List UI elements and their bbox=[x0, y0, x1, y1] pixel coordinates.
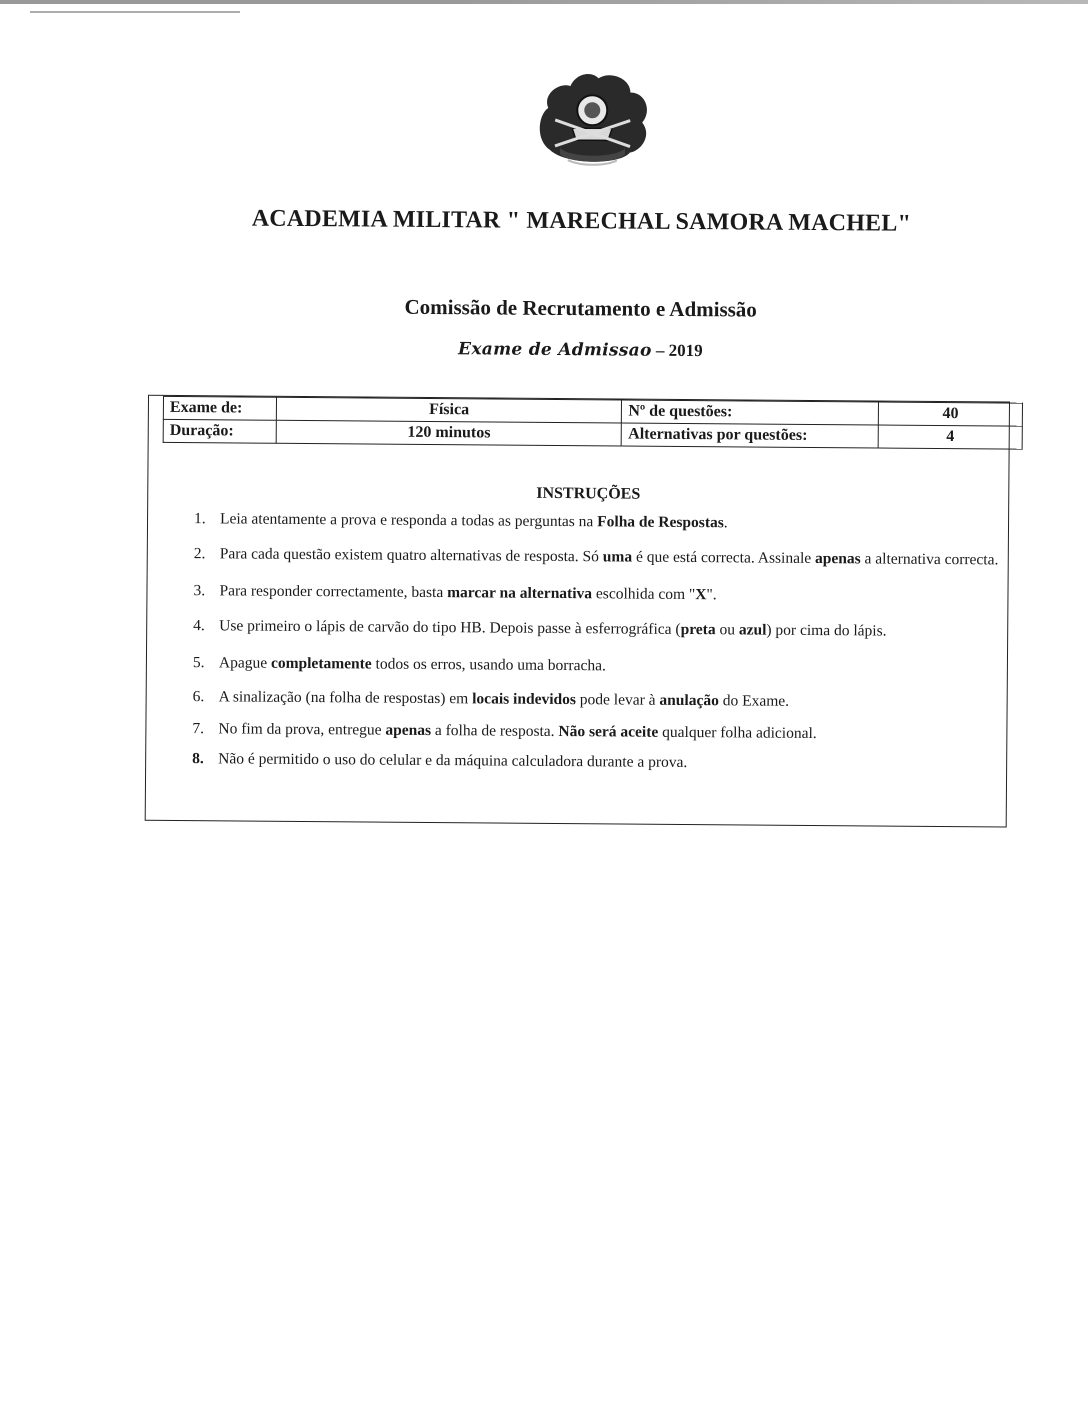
item-text: Apague bbox=[218, 654, 272, 672]
exam-value-cell: Física bbox=[276, 397, 622, 423]
item-emphasis: marcar na alternativa bbox=[447, 584, 593, 603]
item-text: a folha de resposta. bbox=[430, 721, 559, 740]
exam-heading bbox=[160, 337, 1000, 364]
item-emphasis: locais indevidos bbox=[472, 690, 577, 709]
item-text: Não é permitido o uso do celular e da máquina calculadora durante a prova. bbox=[218, 750, 688, 772]
item-number: 4. bbox=[193, 617, 205, 635]
item-text: do Exame. bbox=[718, 692, 790, 710]
exam-label-cell: Exame de: bbox=[163, 396, 276, 420]
list-item bbox=[178, 504, 1008, 541]
questions-label-cell: Nº de questões: bbox=[622, 400, 879, 425]
duration-label-cell: Duração: bbox=[163, 419, 276, 443]
item-text: pode levar à bbox=[575, 691, 660, 709]
item-emphasis: anulação bbox=[659, 691, 719, 710]
item-emphasis: X bbox=[695, 586, 707, 604]
alternatives-label-cell: Alternativas por questões: bbox=[622, 423, 879, 448]
item-text: todos os erros, usando uma borracha. bbox=[371, 655, 606, 675]
questions-value-cell: 40 bbox=[878, 402, 1022, 426]
exam-year: 2019 bbox=[668, 340, 703, 361]
item-number: 5. bbox=[192, 654, 205, 672]
item-number: 1. bbox=[193, 510, 206, 528]
item-emphasis: Folha de Respostas bbox=[597, 513, 724, 532]
item-emphasis: preta bbox=[680, 620, 716, 639]
list-item bbox=[177, 682, 1007, 719]
exam-info-table bbox=[163, 396, 1023, 450]
list-item bbox=[177, 648, 1007, 685]
item-text: Para responder correctamente, basta bbox=[219, 582, 448, 602]
institution-title: ACADEMIA MILITAR " MARECHAL SAMORA MACHEL" bbox=[251, 205, 912, 237]
item-text: . bbox=[723, 514, 728, 532]
duration-value-cell: 120 minutos bbox=[276, 420, 622, 446]
item-emphasis: uma bbox=[602, 548, 633, 566]
list-item bbox=[177, 576, 1007, 613]
item-number: 3. bbox=[193, 582, 206, 600]
item-text: qualquer folha adicional. bbox=[658, 723, 817, 743]
exam-info-box bbox=[145, 395, 1010, 828]
item-number: 8. bbox=[192, 750, 204, 768]
item-text: Para cada questão existem quatro alternativas de resposta. Só bbox=[219, 545, 603, 566]
item-text: a alternativa correcta. bbox=[860, 550, 999, 569]
list-item bbox=[177, 612, 1007, 647]
item-emphasis: apenas bbox=[814, 550, 861, 568]
item-emphasis: apenas bbox=[385, 721, 432, 739]
alternatives-value-cell: 4 bbox=[878, 425, 1022, 449]
item-emphasis: completamente bbox=[270, 654, 372, 673]
item-text: Use primeiro o lápis de carvão do tipo HB. Depois passe à esferrográfica ( bbox=[219, 617, 681, 638]
item-number: 2. bbox=[193, 545, 206, 563]
item-text: No fim da prova, entregue bbox=[218, 720, 386, 739]
exam-label: Exame de Admissao bbox=[458, 339, 652, 361]
item-number: 7. bbox=[192, 720, 205, 738]
item-text: A sinalização (na folha de respostas) em bbox=[218, 688, 473, 708]
item-number: 6. bbox=[192, 688, 205, 706]
exam-separator: – bbox=[651, 340, 669, 360]
item-text: ". bbox=[706, 586, 717, 604]
item-text: escolhida com " bbox=[592, 585, 696, 604]
item-text: ) por cima do lápis. bbox=[766, 621, 887, 640]
item-text: ou bbox=[715, 621, 739, 639]
list-item bbox=[176, 744, 1006, 781]
item-emphasis: azul bbox=[738, 621, 767, 639]
commission-title: Comissão de Recrutamento e Admissão bbox=[404, 294, 757, 322]
list-item bbox=[178, 540, 1008, 575]
item-emphasis: Não será aceite bbox=[558, 722, 659, 741]
instructions-list bbox=[176, 504, 1008, 781]
item-text: é que está correcta. Assinale bbox=[632, 548, 816, 568]
academy-emblem-icon bbox=[530, 70, 656, 176]
item-text: Leia atentamente a prova e responda a todas as perguntas na bbox=[219, 510, 598, 531]
instructions-heading: INSTRUÇÕES bbox=[536, 484, 641, 503]
